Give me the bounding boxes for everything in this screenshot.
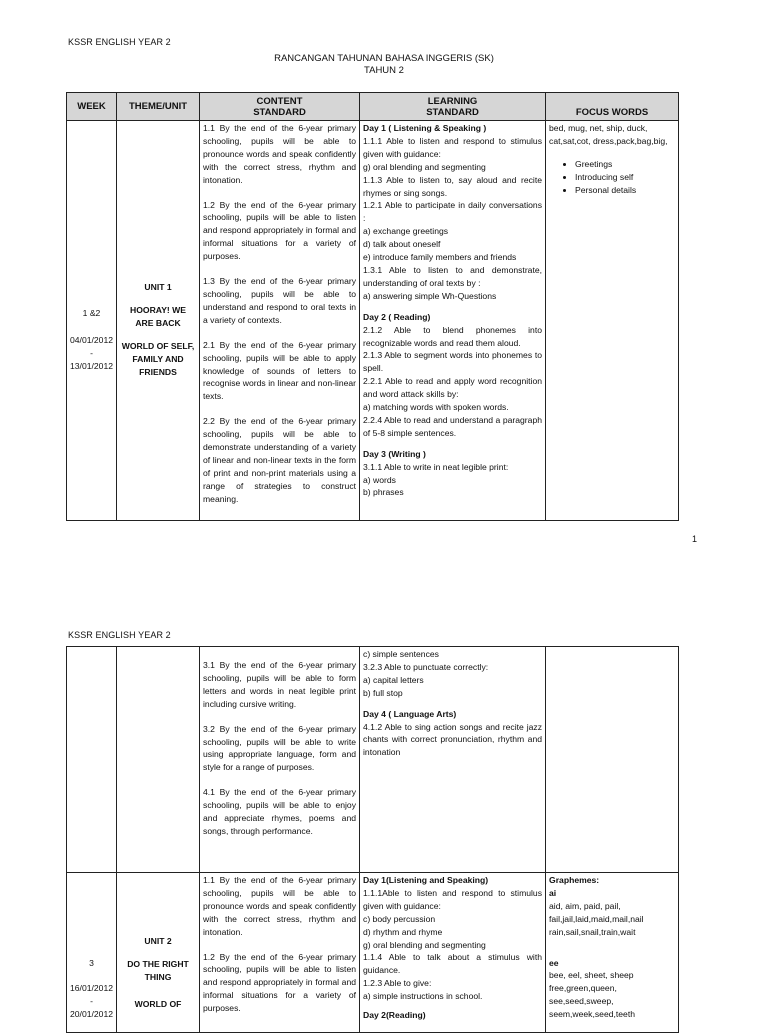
theme-cell xyxy=(117,647,200,873)
page-header: KSSR ENGLISH YEAR 2 xyxy=(68,37,171,47)
date-from: 16/01/2012 xyxy=(70,982,114,993)
learning-item: 1.2.3 Able to give: xyxy=(363,978,432,989)
unit-title: HOORAY! WE ARE BACK xyxy=(130,305,187,329)
learning-standard-cell xyxy=(360,647,546,873)
learning-item: a) words xyxy=(363,474,396,485)
learning-item: 2.1.3 Able to segment words into phonemes to spell. xyxy=(363,350,543,374)
col-theme: THEME/UNIT xyxy=(117,93,200,121)
list-item: • Introducing self xyxy=(575,171,675,184)
content-standard-item: 1.3 By the end of the 6-year primary schooling, pupils will be able to understand and respond to oral texts in a variety of contexts. xyxy=(203,276,357,325)
col-content-standard: CONTENT STANDARD xyxy=(200,93,360,121)
theme-name: WORLD OF SELF, FAMILY AND FRIENDS xyxy=(121,341,195,377)
grapheme-ai: ai xyxy=(549,887,557,898)
content-standard-item: 2.2 By the end of the 6-year primary schooling, pupils will be able to demonstrate understanding of a variety of linear and non-linear texts in the form of print and non-print materials using a range of strategies to construct meaning. xyxy=(203,416,357,504)
content-standard-cell xyxy=(200,647,360,873)
col-week: WEEK xyxy=(67,93,117,121)
week-number: 1 &2 xyxy=(82,308,101,319)
learning-item: c) simple sentences xyxy=(363,649,439,659)
day2-title: Day 2(Reading) xyxy=(363,1010,426,1021)
learning-item: 1.1.1 Able to listen and respond to stimulus given with guidance: xyxy=(363,135,543,159)
learning-item: a) matching words with spoken words. xyxy=(363,402,509,413)
learning-item: b) phrases xyxy=(363,487,404,498)
learning-item: 3.1.1 Able to write in neat legible print: xyxy=(363,461,509,472)
ee-words: bee, eel, sheet, sheep free,green,queen, see,seed,sweep, xyxy=(549,970,634,1007)
week-number: 3 xyxy=(89,958,94,968)
learning-item: a) answering simple Wh-Questions xyxy=(363,290,497,301)
date-dash: - xyxy=(90,995,93,1006)
col-focus-words: FOCUS WORDS xyxy=(546,93,679,121)
list-item: • Greetings xyxy=(575,158,675,171)
date-from: 04/01/2012 xyxy=(70,335,114,346)
document-title xyxy=(0,53,768,77)
learning-item: 2.2.1 Able to read and apply word recognition and word attack skills by: xyxy=(363,376,543,400)
focus-topics-list xyxy=(549,158,675,197)
focus-words-cell xyxy=(546,121,679,521)
learning-item: a) capital letters xyxy=(363,674,424,685)
learning-item: g) oral blending and segmenting xyxy=(363,939,486,950)
content-standard-item: 3.1 By the end of the 6-year primary schooling, pupils will be able to form letters and words in neat legible print including cursive writing. xyxy=(203,660,357,709)
date-to: 20/01/2012 xyxy=(70,1008,114,1019)
day4-title: Day 4 ( Language Arts) xyxy=(363,708,457,719)
learning-item: 1.1.4 Able to talk about a stimulus with guidance. xyxy=(363,952,543,976)
content-standard-item: 1.1 By the end of the 6-year primary schooling, pupils will be able to pronounce words and speak confidently with the correct stress, rhythm and intonation. xyxy=(203,875,357,937)
learning-item: a) simple instructions in school. xyxy=(363,991,483,1002)
content-standard-item: 3.2 By the end of the 6-year primary schooling, pupils will be able to write using appropriate language, form and style for a range of purposes. xyxy=(203,723,357,773)
ai-words: aid, aim, paid, pail, fail,jail,laid,maid,mail,nail rain,sail,snail,train,wait xyxy=(549,900,644,937)
date-dash: - xyxy=(90,348,93,358)
unit-number: UNIT 1 xyxy=(144,282,172,293)
learning-item: g) oral blending and segmenting xyxy=(363,161,486,172)
learning-item: c) body percussion xyxy=(363,913,436,924)
learning-item: 1.2.1 Able to participate in daily conversations : xyxy=(363,200,543,224)
list-item: • Personal details xyxy=(575,184,675,197)
content-standard-item: 2.1 By the end of the 6-year primary schooling, pupils will be able to apply knowledge of sounds of letters to recognise words in linear and non-linear texts. xyxy=(203,339,357,402)
unit-number: UNIT 2 xyxy=(144,936,172,946)
unit-title: DO THE RIGHT THING xyxy=(127,958,189,982)
content-standard-cell xyxy=(200,121,360,521)
theme-name: WORLD OF xyxy=(134,998,182,1009)
theme-cell xyxy=(117,121,200,521)
grapheme-ee: ee xyxy=(549,957,559,968)
day3-title: Day 3 (Writing ) xyxy=(363,448,426,459)
date-to: 13/01/2012 xyxy=(70,360,114,371)
table-header-row xyxy=(67,93,679,121)
theme-cell xyxy=(117,873,200,1033)
table-row xyxy=(67,873,679,1033)
content-standard-item: 1.1 By the end of the 6-year primary schooling, pupils will be able to pronounce words and speak confidently with the correct stress, rhythm and intonation. xyxy=(203,123,357,185)
day1-title: Day 1 ( Listening & Speaking ) xyxy=(363,123,487,133)
learning-item: 1.3.1 Able to listen to and demonstrate, understanding of oral texts by : xyxy=(363,264,543,288)
week-cell xyxy=(67,647,117,873)
learning-standard-cell xyxy=(360,873,546,1033)
table-row xyxy=(67,647,679,873)
col-learning-standard: LEARNING STANDARD xyxy=(360,93,546,121)
content-standard-cell xyxy=(200,873,360,1033)
learning-item: 2.1.2 Able to blend phonemes into recognizable words and read them aloud. xyxy=(363,324,543,348)
learning-item: a) exchange greetings xyxy=(363,226,449,237)
learning-item: d) talk about oneself xyxy=(363,239,441,250)
learning-item: 2.2.4 Able to read and understand a paragraph of 5-8 simple sentences. xyxy=(363,414,543,438)
learning-item: d) rhythm and rhyme xyxy=(363,926,443,937)
focus-words-cell xyxy=(546,647,679,873)
learning-item: 3.2.3 Able to punctuate correctly: xyxy=(363,661,489,672)
learning-item: e) introduce family members and friends xyxy=(363,252,517,263)
page-header: KSSR ENGLISH YEAR 2 xyxy=(68,630,171,640)
week-cell xyxy=(67,121,117,521)
yearly-plan-table xyxy=(66,92,679,521)
day1-title: Day 1(Listening and Speaking) xyxy=(363,875,489,885)
learning-item: b) full stop xyxy=(363,687,403,698)
learning-item: 4.1.2 Able to sing action songs and recite jazz chants with correct pronunciation, rhythm and intonation xyxy=(363,721,543,758)
table-row xyxy=(67,121,679,521)
focus-words-text: bed, mug, net, ship, duck, cat,sat,cot, dress,pack,bag,big, xyxy=(549,123,668,146)
title-line-2: TAHUN 2 xyxy=(364,65,404,76)
page-number: 1 xyxy=(691,534,697,544)
learning-item: 1.1.3 Able to listen to, say aloud and recite rhymes or sing songs. xyxy=(363,174,543,198)
graphemes-title: Graphemes: xyxy=(549,875,600,885)
content-standard-item: 4.1 By the end of the 6-year primary schooling, pupils will be able to enjoy and appreciate rhymes, poems and songs, through performance. xyxy=(203,787,357,836)
yearly-plan-table-continued xyxy=(66,646,679,1033)
learning-item: 1.1.1Able to listen and respond to stimulus given with guidance: xyxy=(363,887,543,911)
ee-words-cut: seem,week,seed,teeth xyxy=(549,1009,636,1020)
title-line-1: RANCANGAN TAHUNAN BAHASA INGGERIS (SK) xyxy=(274,53,494,64)
focus-words-cell xyxy=(546,873,679,1033)
week-cell xyxy=(67,873,117,1033)
learning-standard-cell xyxy=(360,121,546,521)
content-standard-item: 1.2 By the end of the 6-year primary schooling, pupils will be able to listen and respond appropriately in formal and informal situations for a variety of purposes. xyxy=(203,951,357,1014)
day2-title: Day 2 ( Reading) xyxy=(363,311,431,322)
content-standard-item: 1.2 By the end of the 6-year primary schooling, pupils will be able to listen and respond appropriately in formal and informal situations for a variety of purposes. xyxy=(203,199,357,262)
